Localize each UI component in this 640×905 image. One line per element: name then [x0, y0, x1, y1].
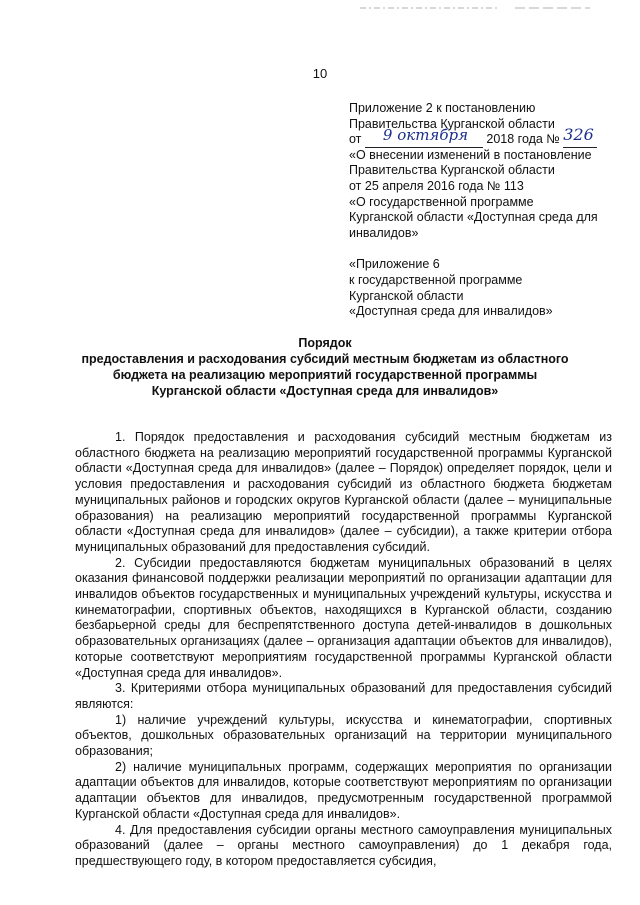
title-line: Порядок — [298, 336, 352, 350]
document-title — [60, 335, 590, 399]
annex-line: «Доступная среда для инвалидов» — [349, 304, 553, 319]
paragraph: 1) наличие учреждений культуры, искусства и кинематографии, спортивных объектов, дошкольных образовательных организаций на территории муниципального образования; — [75, 712, 612, 759]
title-line: бюджета на реализацию мероприятий государственной программы — [112, 368, 538, 382]
annex-line: «Приложение 6 — [349, 257, 440, 272]
paragraph: 4. Для предоставления субсидии органы местного самоуправления муниципальных образований (далее – органы местного самоуправления) до 1 декабря года, предшествующего году, в котором предоставляется субсидия, — [75, 822, 612, 868]
handwritten-number: 326 — [563, 124, 594, 144]
annex-line: Приложение 2 к постановлению — [349, 101, 536, 115]
page-number: 10 — [312, 66, 328, 81]
date-prefix: от — [349, 132, 362, 147]
annex-line: Правительства Курганской области — [349, 163, 555, 178]
paragraph: 2) наличие муниципальных программ, содержащих мероприятия по организации адаптации объектов для инвалидов, которые соответствуют мероприятиям по организации адаптации объектов для инвалидов, предусмотренным государственной программой Курганской области «Доступная среда для инвалидов». — [75, 759, 612, 821]
date-year: 2018 года № — [486, 132, 560, 147]
title-line: предоставления и расходования субсидий местным бюджетам из областного — [81, 352, 569, 366]
number-field — [563, 124, 597, 148]
annex-line: «О государственной программе — [349, 194, 534, 209]
handwritten-date: 9 октября — [382, 125, 469, 144]
annex-line: от 25 апреля 2016 года № 113 — [349, 178, 524, 193]
date-field — [365, 125, 483, 148]
annex-line: к государственной программе — [349, 272, 523, 287]
annex-line: Курганской области — [349, 288, 464, 303]
title-line: Курганской области «Доступная среда для инвалидов» — [151, 384, 499, 398]
annex-line: инвалидов» — [349, 225, 419, 240]
annex-date-line — [349, 124, 629, 148]
annex-header — [349, 101, 629, 320]
paragraph: 3. Критериями отбора муниципальных образований для предоставления субсидий являются: — [75, 681, 612, 711]
annex-line: Курганской области «Доступная среда для — [349, 210, 598, 225]
annex-line: «О внесении изменений в постановление — [349, 147, 592, 162]
document-body — [75, 430, 612, 870]
paragraph: 1. Порядок предоставления и расходования субсидий местным бюджетам из областного бюджета на реализацию мероприятий государственной программы Курганской области «Доступная среда для инвалидов» (далее – Порядок) определяет порядок, цели и условия предоставления и расходования субсидий из областного бюджета бюджетам муниципальных районов и городских округов Курганской области (далее – муниципальные образования) на реализацию мероприятий государственной программы Курганской области «Доступная среда для инвалидов» (далее – субсидии), а также критерии отбора муниципальных образований для предоставления субсидий. — [75, 430, 612, 554]
paragraph: 2. Субсидии предоставляются бюджетам муниципальных образований в целях оказания финансовой поддержки реализации мероприятий по организации адаптации для инвалидов объектов государственных и муниципальных учреждений культуры, искусства и кинематографии, спортивных объектов, находящихся в Курганской области, созданию безбарьерной среды для беспрепятственного доступа детей-инвалидов в дошкольных образовательных организациях (далее – организация адаптации объектов для инвалидов), которые соответствуют мероприятиям государственной программы Курганской области «Доступная среда для инвалидов». — [75, 555, 612, 680]
scan-artifact-marks — [300, 6, 600, 12]
annex-line: Правительства Курганской области — [349, 116, 555, 131]
